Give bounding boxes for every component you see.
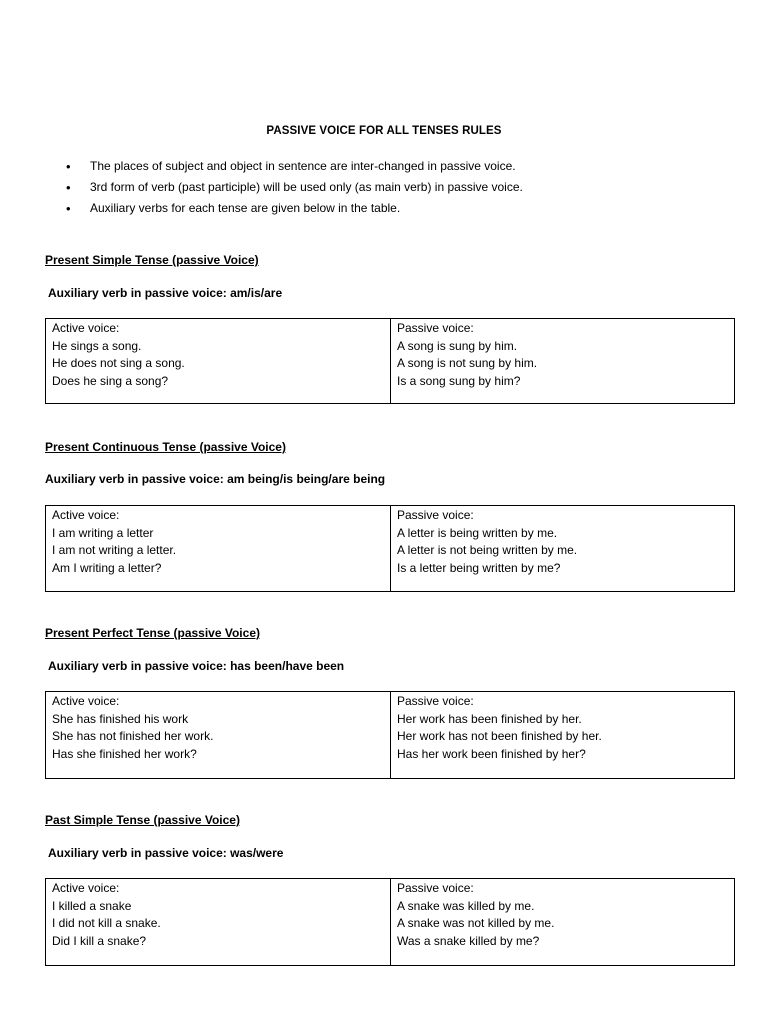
active-sentence: He does not sing a song. xyxy=(52,356,185,370)
active-sentence: She has not finished her work. xyxy=(52,729,214,743)
active-sentence: I killed a snake xyxy=(52,898,132,913)
passive-sentence: Her work has been finished by her. xyxy=(397,711,582,726)
active-voice-header: Active voice: xyxy=(52,881,120,895)
auxiliary-verb-past-simple: Auxiliary verb in passive voice: was/were xyxy=(48,846,284,860)
active-voice-column xyxy=(46,692,391,778)
voice-table-present-continuous xyxy=(45,505,735,592)
passive-sentence: Is a letter being written by me? xyxy=(397,560,561,575)
active-sentence: Has she finished her work? xyxy=(52,746,197,761)
passive-sentence: A snake was killed by me. xyxy=(397,898,535,913)
passive-sentence: Is a song sung by him? xyxy=(397,373,521,388)
active-sentence: Did I kill a snake? xyxy=(52,933,147,948)
active-voice-column xyxy=(46,879,391,965)
active-sentence: She has finished his work xyxy=(52,711,189,726)
active-voice-header: Active voice: xyxy=(52,694,120,708)
active-sentence: I am not writing a letter. xyxy=(52,543,177,557)
bullet-icon: • xyxy=(66,180,71,195)
passive-sentence: A letter is being written by me. xyxy=(397,525,558,540)
rule-item xyxy=(66,198,523,219)
auxiliary-verb-present-simple: Auxiliary verb in passive voice: am/is/are xyxy=(48,286,283,300)
passive-voice-column xyxy=(391,319,734,403)
rule-item xyxy=(66,156,523,177)
active-sentence: I did not kill a snake. xyxy=(52,916,161,930)
passive-voice-header: Passive voice: xyxy=(397,694,474,708)
passive-sentence: Was a snake killed by me? xyxy=(397,933,540,948)
passive-sentence: A letter is not being written by me. xyxy=(397,543,578,557)
rule-item xyxy=(66,177,523,198)
section-heading-present-simple: Present Simple Tense (passive Voice) xyxy=(45,253,259,267)
active-voice-column xyxy=(46,506,391,591)
section-heading-present-continuous: Present Continuous Tense (passive Voice) xyxy=(45,440,286,454)
passive-voice-header: Passive voice: xyxy=(397,508,474,522)
passive-sentence: A snake was not killed by me. xyxy=(397,916,555,930)
active-sentence: Am I writing a letter? xyxy=(52,560,162,575)
bullet-icon: • xyxy=(66,201,71,216)
active-voice-header: Active voice: xyxy=(52,508,120,522)
passive-voice-header: Passive voice: xyxy=(397,321,474,335)
active-sentence: Does he sing a song? xyxy=(52,373,169,388)
rule-text: Auxiliary verbs for each tense are given below in the table. xyxy=(90,201,401,215)
section-heading-present-perfect: Present Perfect Tense (passive Voice) xyxy=(45,626,260,640)
rule-text: The places of subject and object in sentence are inter-changed in passive voice. xyxy=(90,159,516,173)
rules-list xyxy=(66,156,523,219)
active-voice-column xyxy=(46,319,391,403)
passive-voice-column xyxy=(391,692,734,778)
passive-voice-header: Passive voice: xyxy=(397,881,474,895)
auxiliary-verb-present-continuous: Auxiliary verb in passive voice: am being/is being/are being xyxy=(45,472,386,486)
voice-table-present-perfect xyxy=(45,691,735,779)
passive-sentence: A song is not sung by him. xyxy=(397,356,538,370)
rule-text: 3rd form of verb (past participle) will be used only (as main verb) in passive voice. xyxy=(90,180,523,194)
voice-table-past-simple xyxy=(45,878,735,966)
bullet-icon: • xyxy=(66,159,71,174)
section-heading-past-simple: Past Simple Tense (passive Voice) xyxy=(45,813,240,827)
active-voice-header: Active voice: xyxy=(52,321,120,335)
voice-table-present-simple xyxy=(45,318,735,404)
active-sentence: He sings a song. xyxy=(52,338,142,353)
passive-voice-column xyxy=(391,879,734,965)
active-sentence: I am writing a letter xyxy=(52,525,154,540)
auxiliary-verb-present-perfect: Auxiliary verb in passive voice: has been/have been xyxy=(48,659,345,673)
page-title: PASSIVE VOICE FOR ALL TENSES RULES xyxy=(266,125,502,137)
passive-sentence: Her work has not been finished by her. xyxy=(397,729,602,743)
passive-sentence: A song is sung by him. xyxy=(397,338,518,353)
passive-sentence: Has her work been finished by her? xyxy=(397,746,586,761)
passive-voice-column xyxy=(391,506,734,591)
